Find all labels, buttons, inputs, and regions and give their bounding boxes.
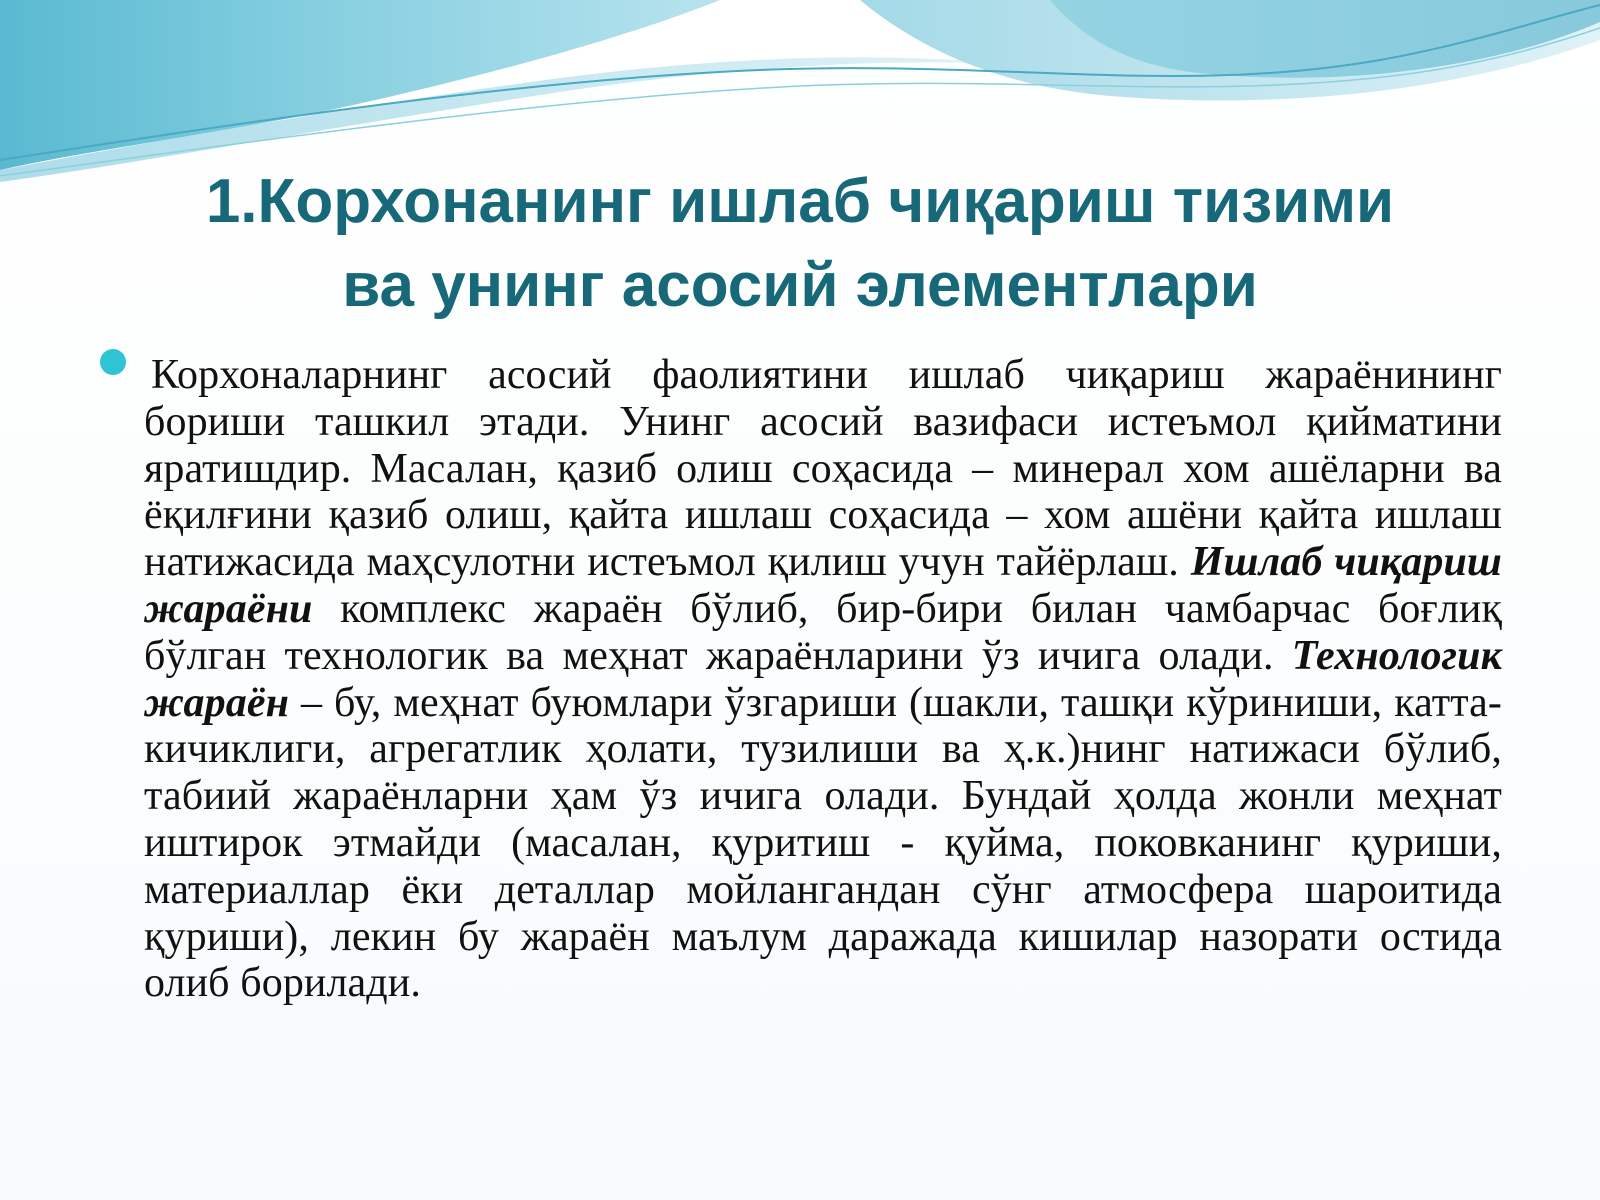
slide-title [60,160,1540,328]
slide-title-line-2: ва унинг асосий элементлари [342,251,1258,320]
term-production-process: Ишлаб чиқариш жараёни [144,539,1502,632]
term-technological-process: Технологик жараён [144,632,1502,726]
paragraph-text-part-2: комплекс жараён бўлиб, бир-бири билан чамбарчас боғлиқ бўлган технологик ва меҳнат жараёнларини ўз ичига олади. [144,585,1502,679]
paragraph-text-part-3: – бу, меҳнат буюмлари ўзгариши (шакли, ташқи кўриниши, катта-кичиклиги, агрегатлик ҳолати, тузилиши ва ҳ.к.)нинг натижаси бўлиб, табиий жараёнларни ҳам ўз ичига олади. Бундай ҳолда жонли меҳнат иштирок этмайди (масалан, қуритиш - қуйма, поковканинг қуриши, материаллар ёки деталлар мойлангандан сўнг атмосфера шароитида қуриши), лекин бу жараён маълум даражада кишилар назорати остида олиб борилади. [144,679,1502,1007]
circle-bullet-icon [100,349,126,375]
paragraph-text-part-1: Корхоналарнинг асосий фаолиятини ишлаб чиқариш жараёнининг бориши ташкил этади. Унинг асосий вазифаси истеъмол қийматини яратишдир. Масалан, қазиб олиш соҳасида – минерал хом ашёларни ва ёқилғини қазиб олиш, қайта ишлаш соҳасида – хом ашёни қайта ишлаш натижасида маҳсулотни истеъмол қилиш учун тайёрлаш. [144,352,1502,586]
slide-title-line-1: 1.Корхонанинг ишлаб чиқариш тизими [205,167,1395,236]
body-paragraph [144,352,1502,1007]
